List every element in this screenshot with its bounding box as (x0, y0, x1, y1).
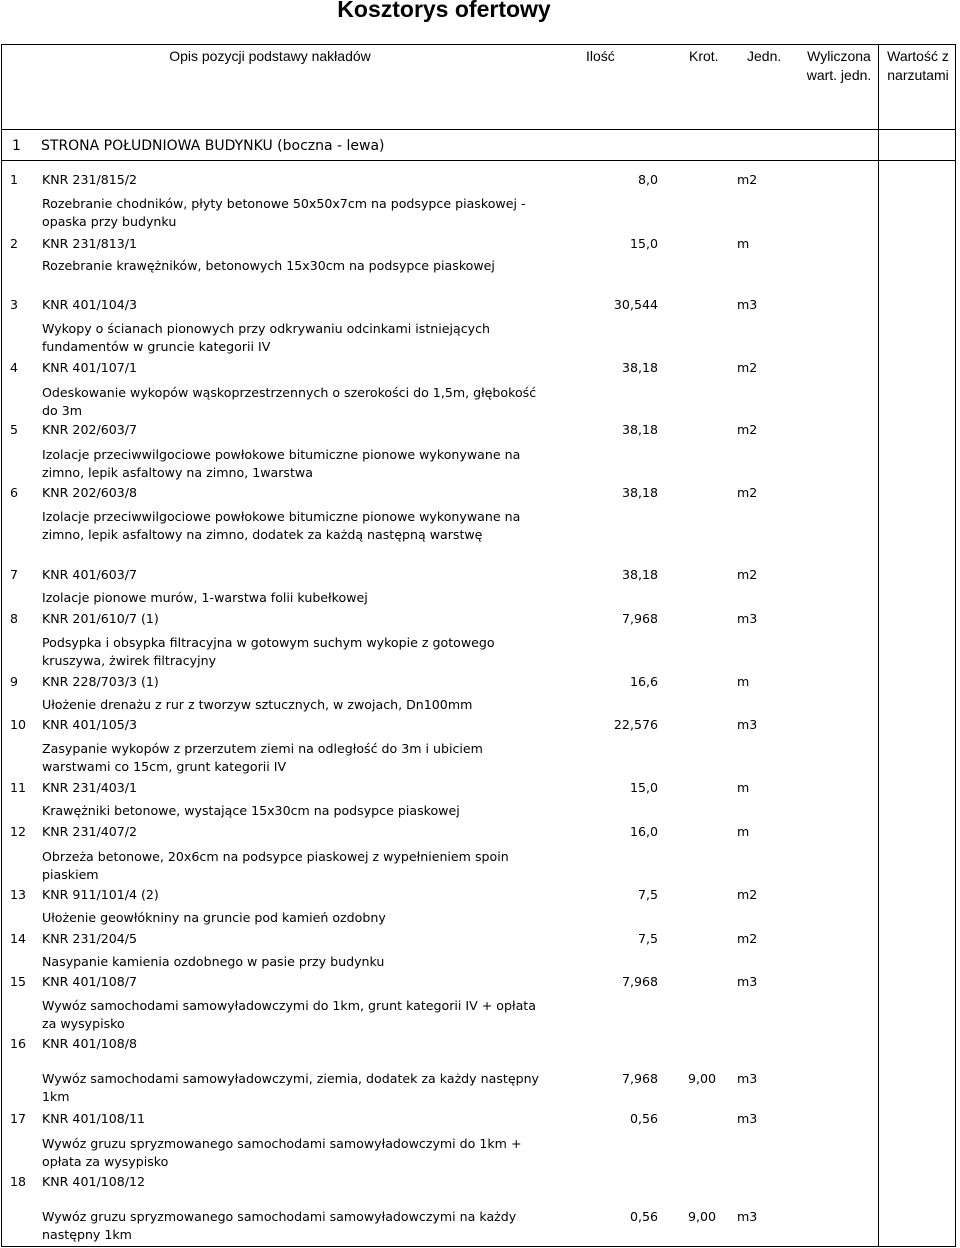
item-unit: m (737, 236, 750, 251)
item-code: KNR 401/108/7 (42, 974, 138, 989)
item-description: Wywóz samochodami samowyładowczymi, ziemia, dodatek za każdy następny 1km (42, 1071, 540, 1104)
item-unit: m2 (737, 172, 758, 187)
item-description: Odeskowanie wykopów wąskoprzestrzennych o szerokości do 1,5m, głębokość do 3m (42, 385, 537, 418)
item-code: KNR 401/108/12 (42, 1174, 146, 1189)
item-code: KNR 202/603/7 (42, 422, 138, 437)
item-description: Rozebranie krawężników, betonowych 15x30cm na podsypce piaskowej (42, 258, 495, 273)
item-code: KNR 228/703/3 (1) (42, 674, 159, 689)
item-code: KNR 401/108/8 (42, 1036, 138, 1051)
item-code: KNR 231/815/2 (42, 172, 138, 187)
item-number: 11 (10, 780, 27, 795)
item-code: KNR 231/407/2 (42, 824, 138, 839)
header-divider (1, 129, 956, 130)
column-divider (878, 44, 879, 1247)
section-number: 1 (12, 138, 21, 154)
section-title: STRONA POŁUDNIOWA BUDYNKU (boczna - lewa) (41, 138, 385, 154)
item-description: Izolacje przeciwwilgociowe powłokowe bitumiczne pionowe wykonywane na zimno, lepik asfaltowy na zimno, dodatek za każdą następną warstwę (42, 509, 521, 542)
item-unit: m3 (737, 297, 758, 312)
item-number: 4 (10, 360, 19, 375)
item-description: Wywóz gruzu spryzmowanego samochodami samowyładowczymi do 1km + opłata za wysypisko (42, 1136, 522, 1169)
item-unit: m2 (737, 485, 758, 500)
item-description: Podsypka i obsypka filtracyjna w gotowym suchym wykopie z gotowego kruszywa, żwirek filtracyjny (42, 635, 495, 668)
header-opis: Opis pozycji podstawy nakładów (169, 48, 371, 64)
item-description: Obrzeża betonowe, 20x6cm na podsypce piaskowej z wypełnieniem spoin piaskiem (42, 849, 509, 882)
item-number: 8 (10, 611, 19, 626)
item-quantity: 8,0 (637, 172, 658, 187)
item-quantity: 30,544 (613, 297, 658, 312)
item-unit: m2 (737, 567, 758, 582)
item-quantity: 7,968 (621, 1071, 658, 1086)
item-description: Ułożenie drenażu z rur z tworzyw sztucznych, w zwojach, Dn100mm (42, 697, 473, 712)
item-description: Ułożenie geowłókniny na gruncie pod kamień ozdobny (42, 910, 386, 925)
item-number: 7 (10, 567, 19, 582)
item-quantity: 38,18 (621, 422, 658, 437)
item-number: 5 (10, 422, 19, 437)
document-title: Kosztorys ofertowy (337, 0, 551, 22)
item-number: 14 (10, 931, 27, 946)
item-unit: m (737, 780, 750, 795)
item-unit: m2 (737, 360, 758, 375)
item-description: Rozebranie chodników, płyty betonowe 50x50x7cm na podsypce piaskowej - opaska przy budynku (42, 196, 526, 229)
header-wyliczona: Wyliczona wart. jedn. (806, 48, 872, 83)
item-quantity: 0,56 (629, 1111, 658, 1126)
item-description: Wywóz gruzu spryzmowanego samochodami samowyładowczymi na każdy następny 1km (42, 1209, 517, 1242)
item-krotnosc: 9,00 (687, 1209, 716, 1224)
item-unit: m2 (737, 422, 758, 437)
header-wartosc: Wartość z narzutami (887, 48, 949, 83)
item-quantity: 38,18 (621, 485, 658, 500)
item-quantity: 22,576 (613, 717, 658, 732)
item-number: 2 (10, 236, 19, 251)
item-unit: m (737, 674, 750, 689)
item-quantity: 7,968 (621, 611, 658, 626)
item-description: Krawężniki betonowe, wystające 15x30cm na podsypce piaskowej (42, 803, 460, 818)
item-description: Zasypanie wykopów z przerzutem ziemi na odległość do 3m i ubiciem warstwami co 15cm, grunt kategorii IV (42, 741, 483, 774)
item-quantity: 16,6 (629, 674, 658, 689)
item-unit: m3 (737, 611, 758, 626)
header-krot: Krot. (689, 48, 719, 64)
item-number: 17 (10, 1111, 27, 1126)
item-code: KNR 401/603/7 (42, 567, 138, 582)
header-ilosc: Ilość (586, 48, 615, 64)
item-description: Wywóz samochodami samowyładowczymi do 1km, grunt kategorii IV + opłata za wysypisko (42, 998, 536, 1031)
item-unit: m2 (737, 931, 758, 946)
item-code: KNR 231/403/1 (42, 780, 138, 795)
item-number: 6 (10, 485, 19, 500)
section-divider (1, 160, 956, 161)
item-code: KNR 202/603/8 (42, 485, 138, 500)
item-number: 12 (10, 824, 27, 839)
item-code: KNR 401/107/1 (42, 360, 138, 375)
item-description: Izolacje pionowe murów, 1-warstwa folii kubełkowej (42, 590, 368, 605)
item-code: KNR 231/813/1 (42, 236, 138, 251)
item-krotnosc: 9,00 (687, 1071, 716, 1086)
item-unit: m2 (737, 887, 758, 902)
item-number: 1 (10, 172, 19, 187)
item-unit: m3 (737, 1071, 758, 1086)
item-code: KNR 911/101/4 (2) (42, 887, 159, 902)
item-code: KNR 401/104/3 (42, 297, 138, 312)
item-unit: m3 (737, 974, 758, 989)
item-number: 9 (10, 674, 19, 689)
item-number: 16 (10, 1036, 27, 1051)
item-quantity: 7,5 (637, 931, 658, 946)
item-number: 3 (10, 297, 19, 312)
item-code: KNR 401/105/3 (42, 717, 138, 732)
item-quantity: 7,968 (621, 974, 658, 989)
item-number: 10 (10, 717, 27, 732)
item-description: Wykopy o ścianach pionowych przy odkrywaniu odcinkami istniejących fundamentów w gruncie kategorii IV (42, 321, 490, 354)
item-quantity: 38,18 (621, 360, 658, 375)
header-jedn: Jedn. (747, 48, 782, 64)
item-quantity: 15,0 (629, 236, 658, 251)
item-quantity: 38,18 (621, 567, 658, 582)
item-unit: m3 (737, 1209, 758, 1224)
item-quantity: 0,56 (629, 1209, 658, 1224)
item-code: KNR 231/204/5 (42, 931, 138, 946)
item-unit: m3 (737, 717, 758, 732)
item-unit: m (737, 824, 750, 839)
item-unit: m3 (737, 1111, 758, 1126)
item-code: KNR 401/108/11 (42, 1111, 146, 1126)
item-description: Izolacje przeciwwilgociowe powłokowe bitumiczne pionowe wykonywane na zimno, lepik asfaltowy na zimno, 1warstwa (42, 447, 521, 480)
item-number: 18 (10, 1174, 27, 1189)
item-number: 15 (10, 974, 27, 989)
item-description: Nasypanie kamienia ozdobnego w pasie przy budynku (42, 954, 385, 969)
item-quantity: 15,0 (629, 780, 658, 795)
item-number: 13 (10, 887, 27, 902)
item-quantity: 16,0 (629, 824, 658, 839)
item-quantity: 7,5 (637, 887, 658, 902)
item-code: KNR 201/610/7 (1) (42, 611, 159, 626)
